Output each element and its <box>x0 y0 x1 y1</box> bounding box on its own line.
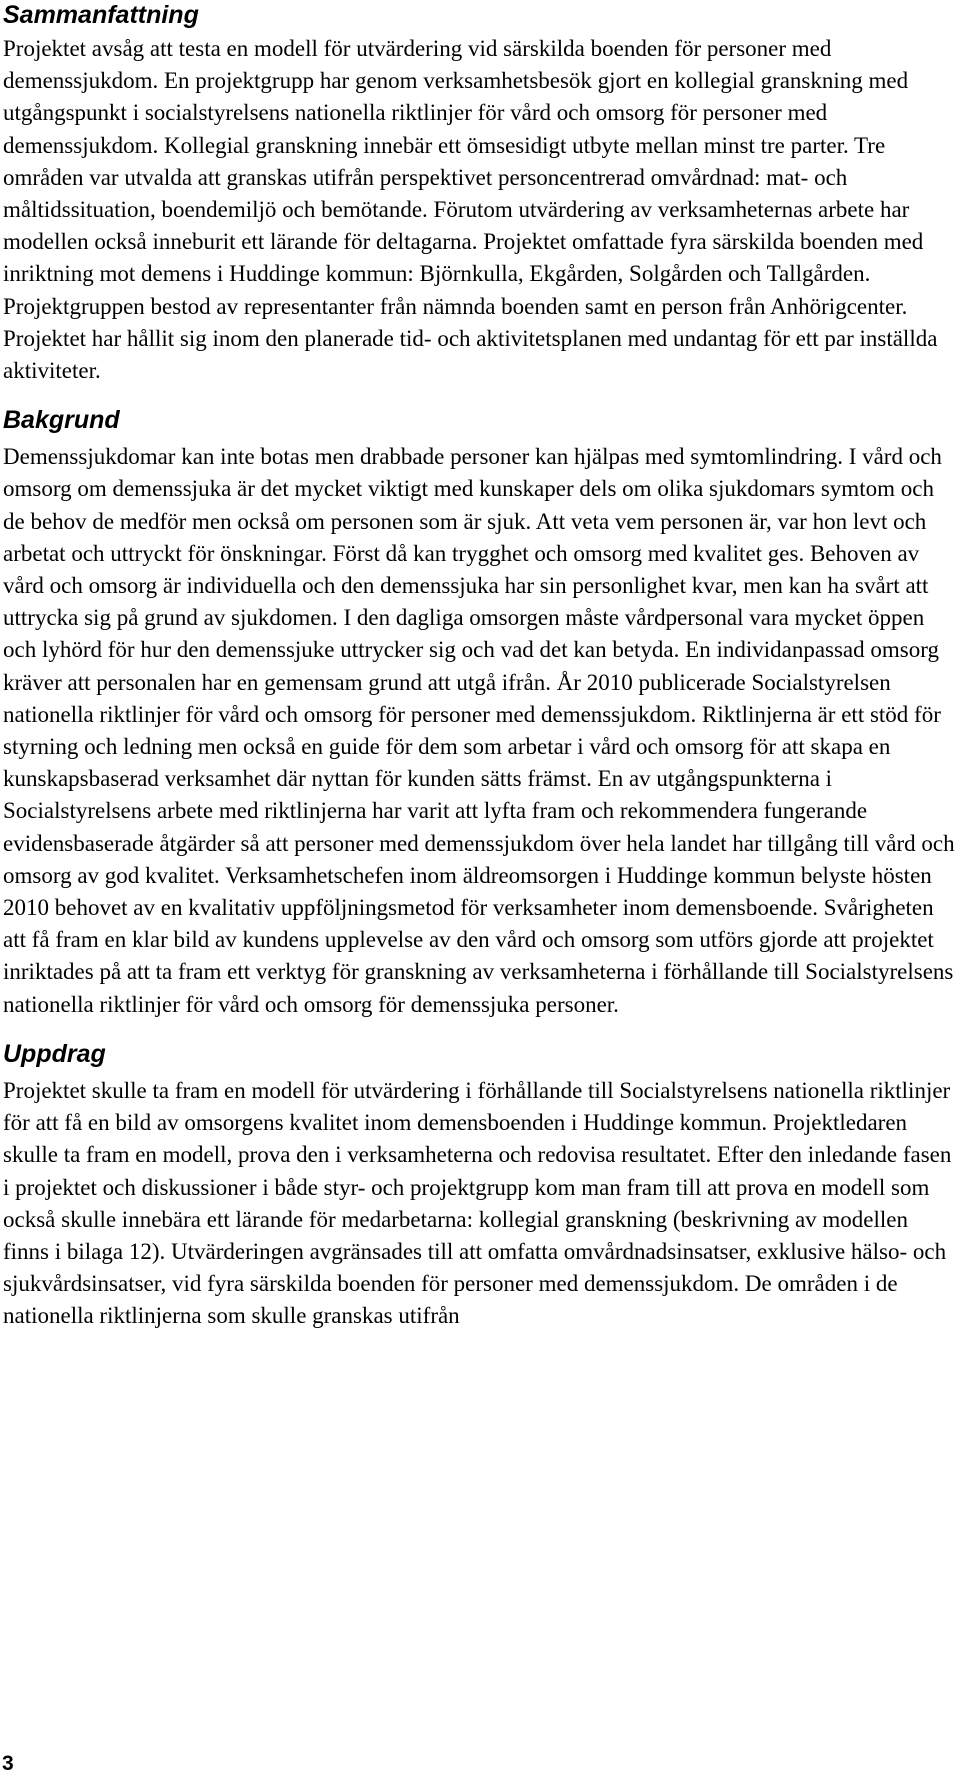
section-summary <box>3 0 955 387</box>
paragraph-background: Demenssjukdomar kan inte botas men drabbade personer kan hjälpas med symtomlindring. I vård och omsorg om demenssjuka är det mycket viktigt med kunskaper dels om olika sjukdomars symtom och de behov de medför men också om personen som är sjuk. Att veta vem personen är, var hon levt och arbetat och uttryckt för önskningar. Först då kan trygghet och omsorg med kvalitet ges. Behoven av vård och omsorg är individuella och den demenssjuka har sin personlighet kvar, men kan ha svårt att uttrycka sig på grund av sjukdomen. I den dagliga omsorgen måste vårdpersonal vara mycket öppen och lyhörd för hur den demenssjuke uttrycker sig och vad det kan betyda. En individanpassad omsorg kräver att personalen har en gemensam grund att utgå ifrån. År 2010 publicerade Socialstyrelsen nationella riktlinjer för vård och omsorg för personer med demenssjukdom. Riktlinjerna är ett stöd för styrning och ledning men också en guide för dem som arbetar i vård och omsorg för att skapa en kunskapsbaserad verksamhet där nyttan för kunden sätts främst. En av utgångspunkterna i Socialstyrelsens arbete med riktlinjerna har varit att lyfta fram och rekommendera fungerande evidensbaserade åtgärder så att personer med demenssjukdom över hela landet har tillgång till vård och omsorg av god kvalitet. Verksamhetschefen inom äldreomsorgen i Huddinge kommun belyste hösten 2010 behovet av en kvalitativ uppföljningsmetod för verksamheter inom demensboende. Svårigheten att få fram en klar bild av kundens upplevelse av den vård och omsorg som utförs gjorde att projektet inriktades på att ta fram ett verktyg för granskning av verksamheterna i förhållande till Socialstyrelsens nationella riktlinjer för vård och omsorg för demenssjuka personer. <box>3 444 955 1017</box>
document-content <box>3 0 955 1333</box>
paragraph-summary: Projektet avsåg att testa en modell för utvärdering vid särskilda boenden för personer med demenssjukdom. En projektgrupp har genom verksamhetsbesök gjort en kollegial granskning med utgångspunkt i socialstyrelsens nationella riktlinjer för vård och omsorg för personer med demenssjukdom. Kollegial granskning innebär ett ömsesidigt utbyte mellan minst tre parter. Tre områden var utvalda att granskas utifrån perspektivet personcentrerad omvårdnad: mat- och måltidssituation, boendemiljö och bemötande. Förutom utvärdering av verksamheternas arbete har modellen också inneburit ett lärande för deltagarna. Projektet omfattade fyra särskilda boenden med inriktning mot demens i Huddinge kommun: Björnkulla, Ekgården, Solgården och Tallgården. Projektgruppen bestod av representanter från nämnda boenden samt en person från Anhörigcenter. Projektet har hållit sig inom den planerade tid- och aktivitetsplanen med undantag för ett par inställda aktiviteter. <box>3 36 938 384</box>
heading-summary: Sammanfattning <box>3 1 199 29</box>
section-assignment <box>3 1039 955 1333</box>
heading-background: Bakgrund <box>3 406 120 435</box>
section-background <box>3 405 955 1021</box>
heading-assignment: Uppdrag <box>3 1039 106 1068</box>
page-number: 3 <box>2 1752 14 1775</box>
paragraph-assignment: Projektet skulle ta fram en modell för utvärdering i förhållande till Socialstyrelsens nationella riktlinjer för att få en bild av omsorgens kvalitet inom demensboenden i Huddinge kommun. Projektledaren skulle ta fram en modell, prova den i verksamheterna och redovisa resultatet. Efter den inledande fasen i projektet och diskussioner i både styr- och projektgrupp kom man fram till att prova en modell som också skulle innebära ett lärande för medarbetarna: kollegial granskning (beskrivning av modellen finns i bilaga 12). Utvärderingen avgränsades till att omfatta omvårdnadsinsatser, exklusive hälso- och sjukvårdsinsatser, vid fyra särskilda boenden för personer med demenssjukdom. De områden i de nationella riktlinjerna som skulle granskas utifrån <box>3 1077 952 1329</box>
